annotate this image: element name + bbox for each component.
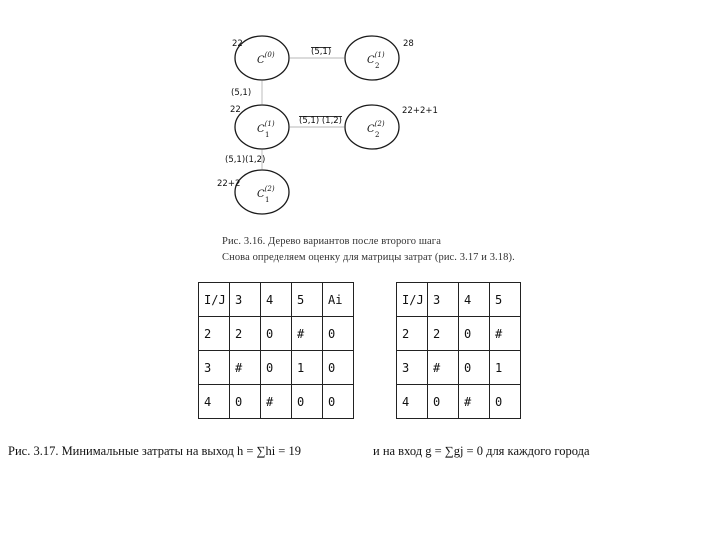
matrix-row-header: 2 bbox=[199, 317, 230, 351]
matrix-row bbox=[199, 283, 354, 317]
matrix-row bbox=[397, 317, 521, 351]
figure-caption-3-17: Рис. 3.17. Минимальные затраты на выход h = ∑hi = 19 bbox=[8, 444, 301, 458]
matrix-cell: # bbox=[230, 351, 261, 385]
matrix-row bbox=[199, 351, 354, 385]
matrix-cell: 0 bbox=[230, 385, 261, 419]
matrix-row-header: 4 bbox=[199, 385, 230, 419]
matrix-row bbox=[199, 317, 354, 351]
cost-matrix-right bbox=[396, 282, 521, 419]
svg-text:2: 2 bbox=[375, 131, 380, 139]
matrix-header-cell: 5 bbox=[292, 283, 323, 317]
matrix-row bbox=[397, 283, 521, 317]
node-c2-2-cost: 22+2+1 bbox=[402, 106, 438, 116]
edge-left-2-label: (5,1)(1,2) bbox=[225, 155, 266, 165]
matrix-header-cell: 4 bbox=[261, 283, 292, 317]
node-c0-cost: 22 bbox=[232, 39, 243, 49]
matrix-cell: 0 bbox=[490, 385, 521, 419]
matrix-header-cell: 3 bbox=[230, 283, 261, 317]
matrix-row-header: 2 bbox=[397, 317, 428, 351]
cost-matrix-left bbox=[198, 282, 354, 419]
node-c2-2 bbox=[345, 105, 399, 149]
matrix-cell: # bbox=[261, 385, 292, 419]
matrix-row bbox=[397, 385, 521, 419]
matrix-header-cell: Ai bbox=[323, 283, 354, 317]
edge-left-1-label: (5,1) bbox=[231, 88, 252, 98]
matrix-cell: 0 bbox=[323, 385, 354, 419]
matrix-row-header: 3 bbox=[397, 351, 428, 385]
variant-tree bbox=[0, 0, 720, 260]
node-c1-2-label: $C^{(2)}$ bbox=[257, 185, 275, 200]
matrix-cell: # bbox=[490, 317, 521, 351]
matrix-header-cell: I/J bbox=[199, 283, 230, 317]
matrix-cell: # bbox=[292, 317, 323, 351]
entry-cost-note: и на вход g = ∑gj = 0 для каждого города bbox=[373, 444, 590, 458]
node-c0-label: $C^{(0)}$ bbox=[257, 51, 275, 66]
matrix-cell: 0 bbox=[261, 317, 292, 351]
node-c2-2-label: $C^{(2)}$ bbox=[367, 120, 385, 135]
matrix-row-header: 3 bbox=[199, 351, 230, 385]
matrix-row-header: 4 bbox=[397, 385, 428, 419]
node-c1-2-cost: 22+2 bbox=[217, 179, 241, 189]
matrix-header-cell: 5 bbox=[490, 283, 521, 317]
matrix-row bbox=[397, 351, 521, 385]
matrix-header-cell: 3 bbox=[428, 283, 459, 317]
matrix-cell: 1 bbox=[490, 351, 521, 385]
figure-caption-3-16: Рис. 3.16. Дерево вариантов после второго шага bbox=[222, 236, 441, 247]
matrix-cell: 0 bbox=[323, 351, 354, 385]
matrix-cell: 0 bbox=[261, 351, 292, 385]
matrix-cell: # bbox=[459, 385, 490, 419]
caption-continuation: Снова определяем оценку для матрицы затрат (рис. 3.17 и 3.18). bbox=[222, 252, 515, 263]
matrix-cell: 2 bbox=[230, 317, 261, 351]
node-c2-1 bbox=[345, 36, 399, 80]
matrix-row bbox=[199, 385, 354, 419]
matrix-cell: 2 bbox=[428, 317, 459, 351]
matrix-cell: 0 bbox=[292, 385, 323, 419]
matrix-cell: 0 bbox=[323, 317, 354, 351]
edge-middle-label: (5,1) (1,2) bbox=[299, 116, 343, 126]
node-c2-1-label: $C^{(1)}$ bbox=[367, 51, 385, 66]
matrix-cell: 1 bbox=[292, 351, 323, 385]
node-c1-1-label: $C^{(1)}$ bbox=[257, 120, 275, 135]
edge-top-label: (5,1) bbox=[311, 47, 332, 57]
node-c1-1 bbox=[235, 105, 289, 149]
node-c1-2 bbox=[235, 170, 289, 214]
matrix-header-cell: 4 bbox=[459, 283, 490, 317]
svg-text:1: 1 bbox=[265, 131, 270, 139]
node-c1-1-cost: 22 bbox=[230, 105, 241, 115]
matrix-header-cell: I/J bbox=[397, 283, 428, 317]
matrix-cell: 0 bbox=[428, 385, 459, 419]
matrix-cell: 0 bbox=[459, 351, 490, 385]
matrix-cell: # bbox=[428, 351, 459, 385]
node-c2-1-cost: 28 bbox=[403, 39, 414, 49]
matrix-cell: 0 bbox=[459, 317, 490, 351]
node-c0 bbox=[235, 36, 289, 80]
svg-text:2: 2 bbox=[375, 62, 380, 70]
svg-text:1: 1 bbox=[265, 196, 270, 204]
